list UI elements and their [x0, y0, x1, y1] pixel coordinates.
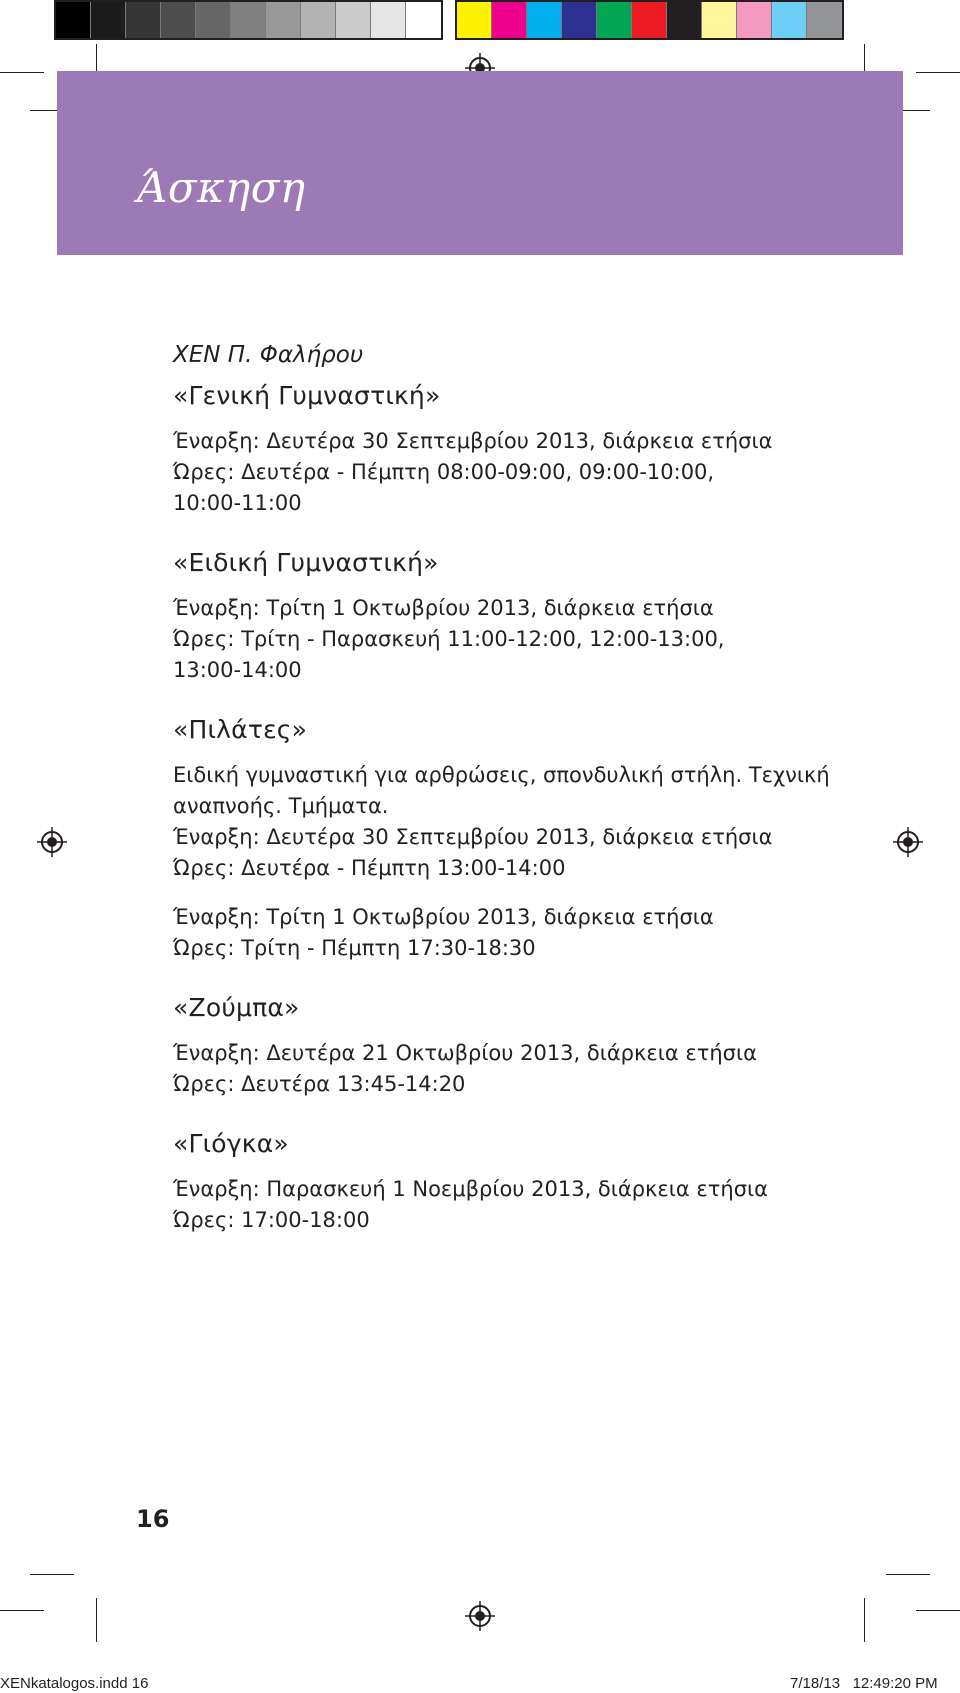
crop-mark	[0, 72, 44, 73]
slug-time: 12:49:20 PM	[852, 1675, 938, 1692]
program-heading: «Ειδική Γυμναστική»	[173, 548, 439, 577]
gray-swatch	[301, 2, 336, 38]
crop-mark	[916, 1610, 960, 1611]
slug-date: 7/18/13	[790, 1675, 841, 1692]
gray-swatch	[56, 2, 91, 38]
program-general-gymnastics	[173, 378, 893, 519]
process-swatch	[807, 2, 842, 38]
program-heading: «Πιλάτες»	[173, 715, 308, 744]
program-hours-cont: 13:00-14:00	[173, 658, 302, 682]
program-hours-cont: 10:00-11:00	[173, 491, 302, 515]
process-swatch	[492, 2, 527, 38]
program-start: Έναρξη: Δευτέρα 30 Σεπτεμβρίου 2013, διάρκεια ετήσια	[173, 429, 773, 453]
program-hours: Ώρες: Τρίτη - Πέμπτη 17:30-18:30	[173, 936, 536, 960]
crop-mark	[0, 1610, 44, 1611]
program-description-cont: αναπνοής. Τμήματα.	[173, 794, 389, 818]
process-swatch	[597, 2, 632, 38]
registration-mark-icon	[465, 1601, 495, 1631]
program-heading: «Ζούμπα»	[173, 993, 300, 1022]
process-swatch	[457, 2, 492, 38]
schedule-content	[173, 338, 893, 1236]
program-start: Έναρξη: Τρίτη 1 Οκτωβρίου 2013, διάρκεια ετήσια	[173, 905, 714, 929]
program-hours: Ώρες: 17:00-18:00	[173, 1208, 370, 1232]
program-heading: «Γιόγκα»	[173, 1129, 289, 1158]
gray-swatch	[196, 2, 231, 38]
program-hours: Ώρες: Δευτέρα 13:45-14:20	[173, 1072, 466, 1096]
process-swatch	[632, 2, 667, 38]
crop-mark	[916, 72, 960, 73]
gray-swatch	[406, 2, 441, 38]
crop-mark	[96, 1598, 97, 1642]
gray-swatch	[126, 2, 161, 38]
program-start: Έναρξη: Παρασκευή 1 Νοεμβρίου 2013, διάρκεια ετήσια	[173, 1177, 768, 1201]
program-zumba	[173, 990, 893, 1100]
page-title: Άσκηση	[137, 163, 306, 212]
program-hours: Ώρες: Δευτέρα - Πέμπτη 13:00-14:00	[173, 856, 566, 880]
program-yoga	[173, 1126, 893, 1236]
process-swatch	[667, 2, 702, 38]
gray-swatch	[161, 2, 196, 38]
program-hours: Ώρες: Δευτέρα - Πέμπτη 08:00-09:00, 09:00-10:00,	[173, 460, 715, 484]
crop-mark	[886, 1574, 930, 1575]
gray-swatch	[91, 2, 126, 38]
gray-swatch	[336, 2, 371, 38]
crop-mark	[30, 1574, 74, 1575]
registration-mark-icon	[37, 827, 67, 857]
process-color-swatches	[455, 0, 844, 40]
gray-swatch	[266, 2, 301, 38]
program-heading: «Γενική Γυμναστική»	[173, 381, 441, 410]
slug-timestamp	[790, 1675, 938, 1692]
grayscale-swatches	[54, 0, 443, 40]
process-swatch	[737, 2, 772, 38]
program-description: Ειδική γυμναστική για αρθρώσεις, σπονδυλική στήλη. Τεχνική	[173, 763, 830, 787]
section-banner	[57, 71, 903, 255]
program-hours: Ώρες: Τρίτη - Παρασκευή 11:00-12:00, 12:00-13:00,	[173, 627, 725, 651]
program-special-gymnastics	[173, 545, 893, 686]
process-swatch	[772, 2, 807, 38]
process-swatch	[702, 2, 737, 38]
gray-swatch	[371, 2, 406, 38]
program-start: Έναρξη: Δευτέρα 30 Σεπτεμβρίου 2013, διάρκεια ετήσια	[173, 825, 773, 849]
process-swatch	[527, 2, 562, 38]
program-start: Έναρξη: Δευτέρα 21 Οκτωβρίου 2013, διάρκεια ετήσια	[173, 1041, 757, 1065]
crop-mark	[864, 1598, 865, 1642]
registration-mark-icon	[893, 827, 923, 857]
program-pilates	[173, 712, 893, 964]
color-calibration-bar	[54, 0, 844, 40]
page-number: 16	[136, 1505, 170, 1533]
venue-name: ΧΕΝ Π. Φαλήρου	[173, 342, 364, 368]
slug-filename: XENkatalogos.indd 16	[0, 1675, 149, 1692]
process-swatch	[562, 2, 597, 38]
gray-swatch	[231, 2, 266, 38]
program-start: Έναρξη: Τρίτη 1 Οκτωβρίου 2013, διάρκεια ετήσια	[173, 596, 714, 620]
